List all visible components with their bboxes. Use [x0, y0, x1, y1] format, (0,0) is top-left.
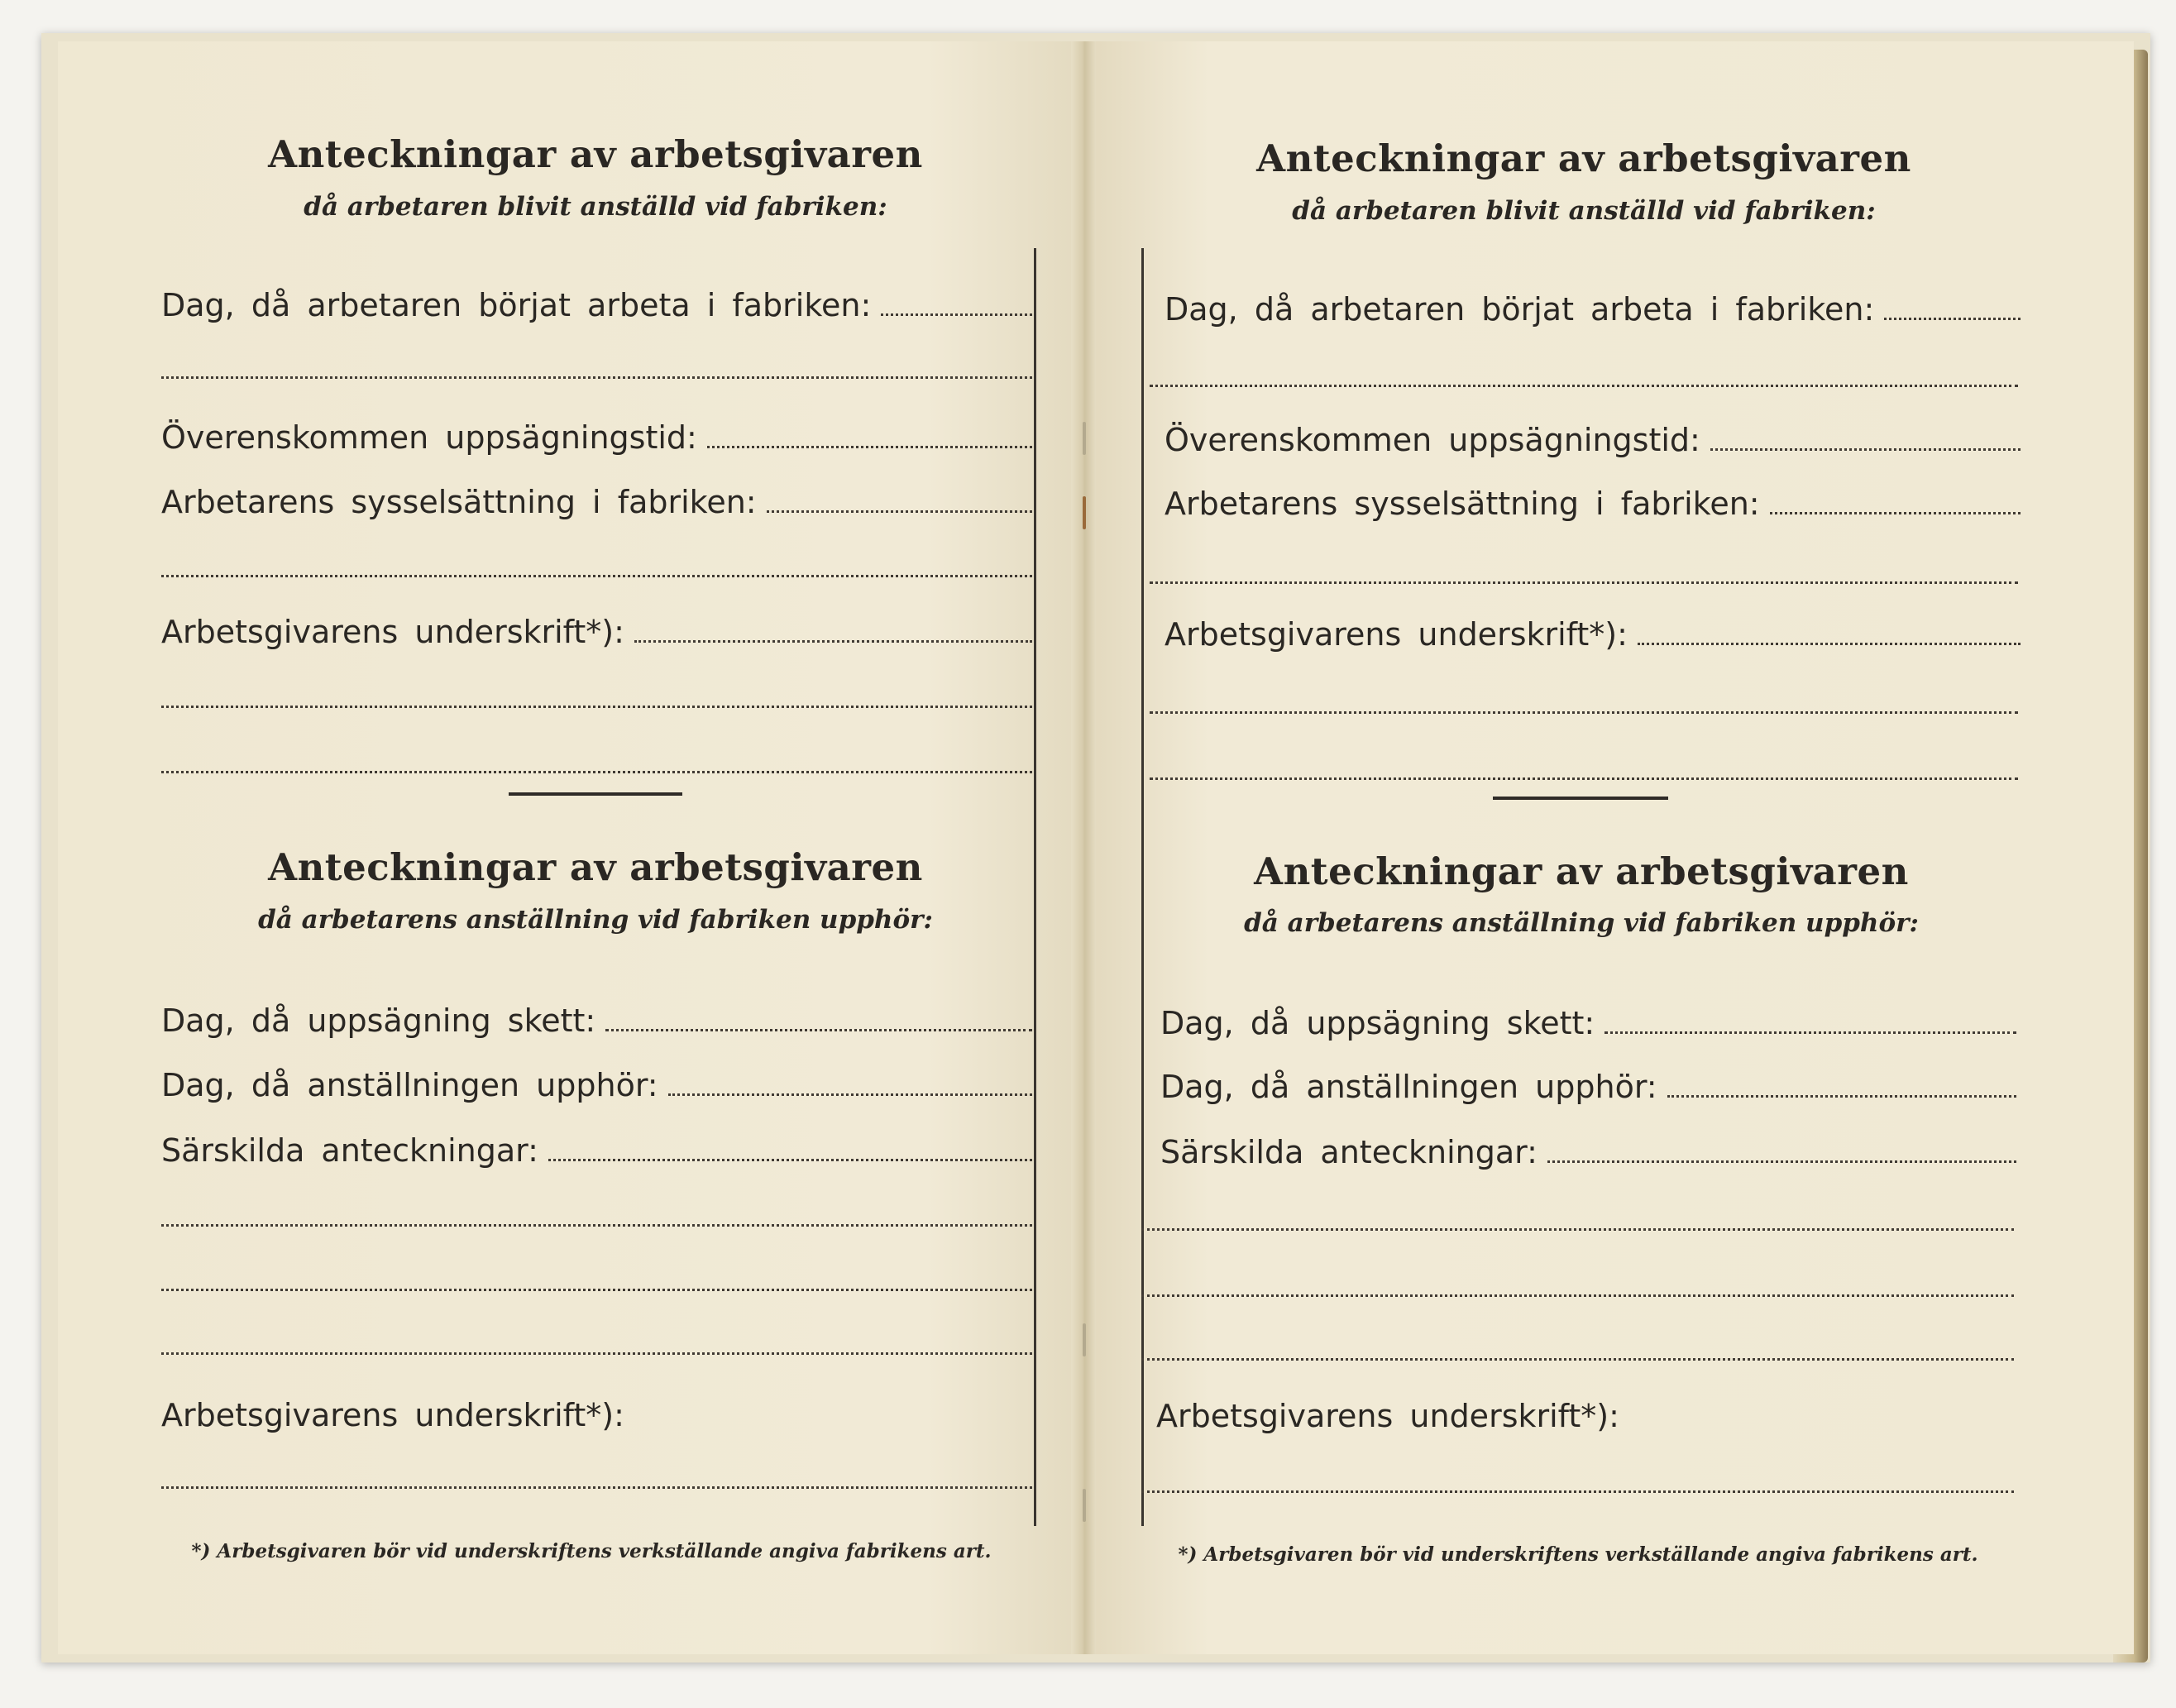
start-date-label: Dag, då arbetaren börjat arbeta i fabriken:: [1165, 291, 1875, 328]
end-date-label: Dag, då anställningen upphör:: [1160, 1069, 1657, 1105]
special-notes-label: Särskilda anteckningar:: [161, 1132, 538, 1169]
end-signature-label: Arbetsgivarens underskrift*):: [161, 1397, 624, 1433]
end-signature-label: Arbetsgivarens underskrift*):: [1156, 1398, 1619, 1434]
footnote: *) Arbetsgivaren bör vid underskriftens verkställande angiva fabrikens art.: [191, 1540, 992, 1562]
notice-period-field[interactable]: [1165, 424, 2021, 456]
dotted-line[interactable]: [161, 771, 1032, 773]
stitch-mark: [1083, 1323, 1086, 1356]
dotted-line[interactable]: [1141, 1358, 2014, 1361]
footnote: *) Arbetsgivaren bör vid underskriftens verkställande angiva fabrikens art.: [1178, 1543, 1978, 1566]
dotted-line[interactable]: [161, 376, 1032, 379]
section2-subtitle: då arbetarens anställning vid fabriken upphör:: [1244, 908, 1919, 938]
end-date-label: Dag, då anställningen upphör:: [161, 1067, 658, 1103]
stitch-mark: [1083, 1489, 1086, 1522]
section-separator: [509, 792, 682, 796]
occupation-field[interactable]: [161, 486, 1032, 518]
dotted-line[interactable]: [1150, 385, 2018, 387]
start-date-label: Dag, då arbetaren börjat arbeta i fabriken:: [161, 287, 872, 323]
start-date-field[interactable]: [1165, 291, 2021, 328]
section2-title: Anteckningar av arbetsgivaren: [1254, 849, 1909, 893]
margin-rule: [1141, 248, 1144, 1526]
dotted-line[interactable]: [1141, 1490, 2014, 1493]
dotted-line: [1667, 1095, 2016, 1098]
occupation-field[interactable]: [1165, 486, 2021, 522]
dotted-line: [881, 313, 1032, 316]
section2-title: Anteckningar av arbetsgivaren: [268, 845, 923, 889]
notice-period-label: Överenskommen uppsägningstid:: [161, 419, 697, 456]
dotted-line[interactable]: [161, 1352, 1032, 1355]
dotted-line: [668, 1093, 1032, 1096]
section1-title: Anteckningar av arbetsgivaren: [1256, 136, 1911, 180]
end-date-field[interactable]: [161, 1069, 1032, 1101]
special-notes-field[interactable]: [161, 1132, 1032, 1169]
dotted-line[interactable]: [1141, 1294, 2014, 1297]
dotted-line: [1605, 1031, 2016, 1034]
signature-field[interactable]: [1165, 616, 2021, 653]
dotted-line: [1710, 448, 2021, 451]
special-notes-field[interactable]: [1160, 1136, 2016, 1168]
notice-date-field[interactable]: [1160, 1007, 2016, 1039]
dotted-line[interactable]: [161, 1486, 1032, 1489]
notice-period-field[interactable]: [161, 419, 1032, 456]
dotted-line: [1638, 643, 2021, 645]
section1-subtitle: då arbetaren blivit anställd vid fabriken:: [304, 192, 887, 222]
section1-title: Anteckningar av arbetsgivaren: [268, 132, 923, 176]
dotted-line[interactable]: [1150, 581, 2018, 584]
signature-label: Arbetsgivarens underskrift*):: [1165, 616, 1628, 653]
dotted-line: [707, 446, 1032, 448]
dotted-line: [634, 640, 1032, 643]
notice-date-label: Dag, då uppsägning skett:: [161, 1002, 596, 1039]
occupation-label: Arbetarens sysselsättning i fabriken:: [161, 484, 757, 520]
dotted-line[interactable]: [1150, 777, 2018, 780]
notice-period-label: Överenskommen uppsägningstid:: [1165, 422, 1700, 458]
dotted-line: [605, 1029, 1032, 1031]
dotted-line[interactable]: [1141, 1228, 2014, 1231]
dotted-line[interactable]: [161, 1224, 1032, 1227]
dotted-line[interactable]: [161, 575, 1032, 577]
dotted-line[interactable]: [161, 1289, 1032, 1291]
dotted-line[interactable]: [161, 706, 1032, 708]
book-gutter: [1071, 41, 1096, 1654]
dotted-line: [1770, 512, 2021, 514]
dotted-line: [548, 1159, 1032, 1161]
dotted-line: [1884, 318, 2021, 320]
section2-subtitle: då arbetarens anställning vid fabriken upphör:: [258, 905, 933, 935]
stitch-mark: [1083, 496, 1086, 529]
section-separator: [1493, 797, 1668, 800]
occupation-label: Arbetarens sysselsättning i fabriken:: [1165, 486, 1760, 522]
start-date-field[interactable]: [161, 289, 1032, 321]
end-signature-field[interactable]: [1156, 1400, 2016, 1432]
margin-rule: [1034, 248, 1036, 1526]
signature-label: Arbetsgivarens underskrift*):: [161, 614, 624, 650]
end-signature-field[interactable]: [161, 1399, 1032, 1431]
dotted-line[interactable]: [1150, 711, 2018, 714]
dotted-line: [1547, 1160, 2016, 1163]
stitch-mark: [1083, 422, 1086, 455]
end-date-field[interactable]: [1160, 1071, 2016, 1103]
dotted-line: [767, 510, 1032, 513]
notice-date-field[interactable]: [161, 1002, 1032, 1039]
signature-field[interactable]: [161, 616, 1032, 648]
section1-subtitle: då arbetaren blivit anställd vid fabriken:: [1292, 196, 1876, 226]
notice-date-label: Dag, då uppsägning skett:: [1160, 1005, 1595, 1041]
special-notes-label: Särskilda anteckningar:: [1160, 1134, 1538, 1170]
